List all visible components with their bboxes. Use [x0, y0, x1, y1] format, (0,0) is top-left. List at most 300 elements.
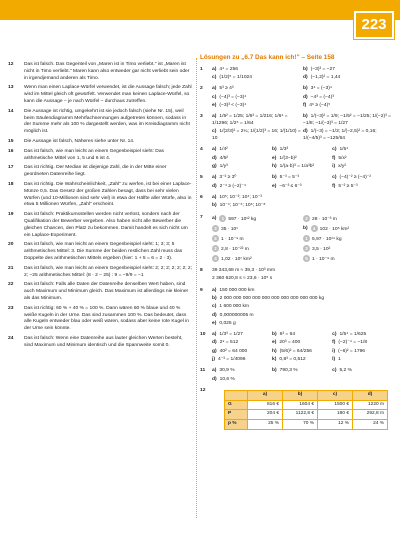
- answer-label: a): [212, 175, 217, 181]
- table-header-cell: a): [248, 390, 283, 400]
- answer-part: [303, 95, 394, 102]
- answer-label: b): [212, 295, 217, 301]
- answer-part: [332, 340, 392, 347]
- answer-text: 2,8 · 10⁻²² m: [221, 246, 249, 252]
- answer-part: [272, 147, 332, 154]
- answer-text: 1/5⁴: [339, 147, 349, 153]
- answer-label: b): [303, 226, 308, 232]
- table-row: [225, 420, 388, 430]
- answer-marker: 1: [303, 235, 310, 242]
- answer-part: [212, 235, 303, 244]
- top-color-bar: [0, 0, 400, 20]
- answer-part: [212, 129, 303, 143]
- answer-part: [212, 304, 394, 311]
- answer-label: a): [212, 147, 217, 153]
- solution-text: Das ist richtig. Der Median ist diejenige Zahl, die in der Mitte einer geordneten Datenreihe liegt.: [24, 165, 167, 178]
- exercise-list: [200, 67, 394, 430]
- answer-marker: 1: [219, 215, 226, 222]
- answer-text: (−6)² = 1796: [338, 348, 366, 354]
- answer-text: 30,9 %: [219, 368, 235, 374]
- solution-text: Das ist falsch, wie man leicht an einem Gegenbeispiel sieht: 2; 2; 2; 2; 2; 2; 2; 2; −25 arithmetisches Mittel: (8 · 2 − 25) : 9 = −9/9 = −1: [24, 265, 193, 278]
- answer-label: a): [212, 332, 217, 338]
- exercise-number: 10: [200, 332, 206, 338]
- answer-part: [332, 357, 392, 364]
- answer-label: c): [332, 175, 337, 181]
- answer-text: 0,8³ = 0,512: [279, 356, 306, 362]
- exercise-answers: [212, 215, 394, 265]
- table-header-cell: c): [318, 390, 353, 400]
- answer-part: [332, 147, 392, 154]
- answer-label: e): [212, 102, 217, 108]
- solution-item: [8, 282, 192, 302]
- exercise-item: [200, 288, 394, 329]
- exercise-item: [200, 147, 394, 172]
- solution-number: 16: [8, 148, 14, 154]
- table-header-cell: [225, 390, 248, 400]
- solution-number: 17: [8, 165, 14, 171]
- answer-part: [332, 332, 392, 339]
- table-cell: 1220 m: [353, 400, 388, 410]
- answer-text: −6⁻³ ≤ 6⁻³: [279, 183, 302, 189]
- percent-table: [224, 390, 388, 430]
- exercise-answers: [212, 67, 394, 84]
- answer-text: 1/5⁴ = 1/625: [339, 332, 367, 338]
- solution-number: 14: [8, 108, 14, 114]
- exercise-item: [200, 215, 394, 265]
- exercise-number: 5: [200, 175, 203, 181]
- answer-marker: 5: [212, 235, 219, 242]
- answer-part: [212, 203, 394, 210]
- exercise-answers: [212, 368, 394, 385]
- solution-text: Die Aussage ist richtig, umgekehrt ist sie jedoch falsch (siehe Nr. 15), weil beim Säulendiagramm Mehrfachnennungen aufgetreten können, sodass in der Summe mehr als 100 % dargestellt werden, was im Kreisdiagramm nicht möglich ist.: [24, 108, 190, 135]
- answer-part: [212, 349, 272, 356]
- answer-part: [212, 245, 303, 254]
- answer-label: c): [332, 332, 337, 338]
- exercise-answers: [212, 86, 394, 111]
- solution-text: Das ist falsch: Wenn eine Datenreihe aus lauter gleichen Werten besteht, sind Maximum und Minimum identisch und die Spannweite somit 0.: [24, 335, 183, 348]
- answer-part: [272, 357, 332, 364]
- answer-text: 1/y³: [219, 164, 228, 170]
- answer-part: [212, 321, 394, 328]
- answer-label: c): [212, 94, 217, 100]
- answer-part: [272, 175, 332, 182]
- answer-text: 5,2 %: [339, 368, 352, 374]
- column-divider: [196, 58, 197, 518]
- answer-part: [212, 184, 272, 191]
- solution-number: 18: [8, 181, 14, 187]
- exercise-item: [200, 67, 394, 84]
- exercise-answers: [212, 147, 394, 172]
- answer-label: b): [272, 332, 277, 338]
- left-column-solutions: [8, 62, 192, 352]
- answer-label: f): [332, 340, 336, 346]
- answer-text: 5³ ≥ 4³: [219, 86, 234, 92]
- answer-label: a): [212, 368, 217, 374]
- exercise-answers: [212, 332, 394, 365]
- answer-text: 10⁵; 10⁻²; 10⁴; 10⁻³: [219, 194, 262, 200]
- table-row-label: p %: [225, 420, 248, 430]
- answer-label: d): [303, 129, 308, 135]
- table-cell: 816 €: [248, 400, 283, 410]
- solution-item: [8, 336, 192, 350]
- table-cell: 1604 €: [283, 400, 318, 410]
- answer-text: 102 · 10⁵ km²: [319, 226, 350, 232]
- answer-text: 3,5 · 10²: [312, 246, 331, 252]
- answer-label: g): [212, 164, 217, 170]
- exercise-item: [200, 114, 394, 144]
- answer-text: 4⁻³ = 1/4096: [218, 356, 246, 362]
- table-row: [225, 400, 388, 410]
- answer-text: 4/5²: [219, 155, 229, 161]
- solution-text: Die Aussage ist falsch, Näheres siehe unter Nr. 14.: [24, 138, 135, 144]
- answer-text: 1/5² = 1/25; 1/6³ = 1/216; 1/6⁴ = 1/1296; 1/2⁶ = 1/64: [212, 114, 288, 127]
- answer-text: 40² = 64 000: [219, 348, 248, 354]
- solution-text: Das ist falsch: Falls alle Daten der Datenreihe denselben Wert haben, sind auch Maximum und Minimum gleich. Das Maximum ist allerdings nie kleiner als das Minimum.: [24, 282, 189, 301]
- exercise-answers: [212, 114, 394, 144]
- answer-text: 4⁶ ≥ (−4)⁵: [309, 102, 331, 108]
- answer-label: b): [303, 66, 308, 72]
- answer-text: 1,02 · 10⁷ km²: [221, 256, 252, 262]
- answer-text: (−3)³ < (−3)⁴: [219, 102, 247, 108]
- table-cell: 24 %: [353, 420, 388, 430]
- solution-text: Das ist richtig: 60 % + 40 % = 100 %. Dann wären 60 % blaue und 40 % weiße Kugeln in der Urne. Das sind zusammen 100 %. Das bedeutet, dass alle Kugeln entweder blau oder weiß wären, sodass aber keine rote Kugel in der Urne sein könnte.: [24, 305, 190, 332]
- answer-label: f): [332, 155, 336, 161]
- answer-part: [303, 255, 394, 264]
- table-row-label: G: [225, 400, 248, 410]
- answer-part: [212, 164, 272, 171]
- table-cell: 12 %: [318, 420, 353, 430]
- answer-part: [303, 129, 394, 143]
- exercise-number: 9: [200, 287, 203, 293]
- answer-part: [303, 215, 394, 224]
- answer-part: [272, 164, 332, 171]
- answer-label: d): [212, 183, 217, 189]
- answer-text: (−4)³ = (−3)⁴: [219, 94, 247, 100]
- answer-marker: 3: [303, 245, 310, 252]
- answer-part: [332, 349, 392, 356]
- exercise-answers: [212, 268, 394, 285]
- answer-text: 1/3³ = 1/27: [219, 332, 243, 338]
- answer-label: f): [332, 183, 336, 189]
- answer-text: 790,3 %: [279, 368, 298, 374]
- answer-part: [212, 67, 303, 74]
- answer-part: [212, 114, 303, 128]
- exercise-item: [200, 175, 394, 192]
- answer-text: 0,025 g: [219, 320, 236, 326]
- answer-text: 6³ = 64: [279, 332, 296, 338]
- answer-text: 10⁻⁴; 10⁻⁶; 10⁶; 10⁻⁸: [219, 203, 266, 209]
- answer-part: [212, 103, 303, 110]
- solution-item: [8, 212, 192, 239]
- answer-text: 5,97 · 10¹⁴ kg: [312, 236, 342, 242]
- answer-label: b): [272, 147, 277, 153]
- answer-label: b): [303, 86, 308, 92]
- answer-part: [212, 313, 394, 320]
- answer-part: [212, 156, 272, 163]
- answer-label: d): [212, 340, 217, 346]
- answer-text: (−3)³ = −27: [310, 66, 335, 72]
- answer-part: [303, 235, 394, 244]
- answer-part: [303, 245, 394, 254]
- answer-text: 2⁻⁴ ≥ (−2)⁻⁴: [219, 183, 246, 189]
- section-title: Lösungen zu „6.7 Das kann ich!" – Seite 158: [200, 54, 335, 61]
- table-row: [225, 410, 388, 420]
- answer-text: 1/3³: [279, 147, 289, 153]
- answer-text: 1 600 000 km: [219, 304, 249, 310]
- exercise-answers: [212, 195, 394, 212]
- answer-part: [212, 357, 272, 364]
- answer-label: b): [272, 368, 277, 374]
- solution-number: 23: [8, 305, 14, 311]
- exercise-number: 2: [200, 86, 203, 92]
- exercise-answers: [212, 288, 394, 329]
- answer-text: 1/(3−b)²: [279, 155, 297, 161]
- answer-label: c): [212, 129, 217, 135]
- answer-label: a): [212, 114, 217, 120]
- solution-text: Das ist falsch, wie man leicht an einem Gegenbeispiel sieht: Das arithmetische Mittel von 1, 5 und 6 ist 4.: [24, 148, 164, 161]
- solution-number: 15: [8, 138, 14, 144]
- answer-part: [212, 268, 394, 275]
- answer-text: 39 343,68 m ≈ 39,3 · 10³ mm: [212, 268, 276, 274]
- solution-text: Das ist richtig. Die Wahrscheinlichkeit, „Zahl" zu werfen, ist bei einer Laplace-Münze 0,5. Das Gesetz der großen Zahlen besagt, dass bei sehr vielen Würfen (und 10-Millionen sind sehr viel) in etwa der Hälfte aller Würfe, also in etwa 5 Millionen Würfen, „Zahl" erscheint.: [24, 181, 192, 208]
- answer-label: e): [272, 183, 277, 189]
- answer-part: [212, 340, 272, 347]
- answer-label: a): [212, 216, 217, 222]
- exercise-number: 3: [200, 114, 203, 120]
- answer-part: [212, 175, 272, 182]
- answer-text: 5/x²: [338, 155, 347, 161]
- answer-marker: 2: [212, 245, 219, 252]
- answer-part: [303, 103, 394, 110]
- answer-text: (−2)⁻⁴ = −1/8: [338, 340, 368, 346]
- answer-part: [272, 156, 332, 163]
- table-row-label: P: [225, 410, 248, 420]
- exercise-answers: [212, 388, 394, 430]
- answer-label: d): [303, 94, 308, 100]
- answer-text: −4³ = (−4)³: [310, 94, 334, 100]
- solution-item: [8, 266, 192, 280]
- answer-text: 1 · 10⁻⁹ m: [312, 256, 335, 262]
- right-column-solutions: [200, 55, 394, 433]
- exercise-item: [200, 368, 394, 385]
- answer-part: [212, 225, 303, 234]
- answer-text: 20³ = 400: [279, 340, 301, 346]
- answer-label: c): [332, 147, 337, 153]
- exercise-number: 11: [200, 368, 206, 374]
- exercise-number: 12: [200, 387, 206, 393]
- exercise-number: 1: [200, 66, 203, 72]
- answer-text: 1/(−3)² = 1/9; −1/5² = −1/25; 1/(−2)³ = −1/8; −1/(−3)³ = 1/27: [303, 114, 391, 127]
- answer-text: (−1,2)² = 1,44: [310, 75, 341, 81]
- table-cell: 204 €: [248, 410, 283, 420]
- answer-part: [272, 349, 332, 356]
- answer-text: 1: [338, 356, 341, 362]
- answer-text: (5/6)² = 64/256: [279, 348, 312, 354]
- answer-part: [212, 377, 272, 384]
- answer-text: 1/(2/3)² = 2¼; 1/(1/2)³ = 16; 1/(1/10) = 10: [212, 129, 301, 142]
- answer-label: c): [212, 304, 217, 310]
- answer-text: 2 360 620,8 s ≈ 23,6 · 10⁵ s: [212, 276, 273, 282]
- answer-marker: 3: [212, 225, 219, 232]
- answer-label: j): [212, 356, 215, 362]
- solution-item: [8, 109, 192, 136]
- answer-text: 150 000 000 km: [219, 287, 255, 293]
- exercise-number: 4: [200, 147, 203, 153]
- solution-number: 12: [8, 62, 14, 67]
- solution-text: Das ist falsch. Das Gegenteil von „Maren ist in Timo verliebt." ist „Maren ist nicht in Timo verliebt." Maren kann also entweder gar nicht verliebt sein oder in irgendjemand anderen als Timo.: [24, 62, 190, 81]
- solution-item: [8, 165, 192, 179]
- answer-text: (1/2)⁵ = 1/1024: [219, 75, 252, 81]
- solution-text: Das ist falsch: Praktikumsstellen werden nicht verlost, sondern nach der Qualifikation der Bewerber vergeben. Also haben nicht alle Bewerber die gleichen Chancen, den Platz zu bekommen. Damit handelt es sich nicht um ein Laplace-Experiment.: [24, 212, 188, 238]
- answer-part: [272, 340, 332, 347]
- answer-text: 3⁴ = (−3)⁴: [310, 86, 332, 92]
- exercise-item: [200, 86, 394, 111]
- answer-part: [212, 288, 394, 295]
- answer-text: 0,000000005 m: [219, 312, 254, 318]
- answer-part: [212, 255, 303, 264]
- answer-label: l): [332, 356, 336, 362]
- answer-label: c): [212, 75, 217, 81]
- table-header-row: [225, 390, 388, 400]
- solution-item: [8, 62, 192, 82]
- solution-number: 19: [8, 212, 14, 218]
- answer-label: e): [272, 155, 277, 161]
- solution-text: Wenn man einen Laplace-Würfel verwendet, ist die Aussage falsch; jede Zahl wird im Mittel gleich oft gewürfelt. Verwendet man keinen Laplace-Würfel, so kann die Aussage – je nach Würfel – durchaus zutreffen.: [24, 85, 192, 104]
- answer-marker: 5: [303, 255, 310, 262]
- answer-part: [303, 225, 394, 234]
- answer-part: [212, 332, 272, 339]
- answer-label: f): [303, 102, 307, 108]
- answer-label: d): [212, 155, 217, 161]
- table-cell: 1500 €: [318, 400, 353, 410]
- answer-text: 1 · 10⁻⁹ m: [221, 236, 244, 242]
- answer-label: h): [272, 348, 277, 354]
- answer-text: (−4)⁻² ≥ (−4)⁻²: [339, 175, 371, 181]
- answer-text: 3⁻² ≥ 3⁰: [219, 175, 237, 181]
- answer-text: 1/(a·b)³ = 1/a³b³: [279, 164, 315, 170]
- answer-text: 5⁻² ≥ 5⁻³: [338, 183, 358, 189]
- answer-text: 28 · 10⁻³ m: [312, 216, 337, 222]
- answer-part: [212, 95, 303, 102]
- answer-part: [332, 184, 392, 191]
- answer-label: b): [303, 114, 308, 120]
- answer-label: e): [212, 320, 217, 326]
- answer-marker: 2: [303, 215, 310, 222]
- solution-number: 24: [8, 335, 14, 341]
- answer-part: [272, 332, 332, 339]
- answer-part: [303, 86, 394, 93]
- answer-part: [303, 75, 394, 82]
- answer-part: [332, 156, 392, 163]
- exercise-item: [200, 195, 394, 212]
- answer-part: [212, 215, 303, 224]
- answer-label: k): [272, 356, 277, 362]
- answer-label: a): [212, 287, 217, 293]
- answer-marker: 4: [212, 255, 219, 262]
- answer-part: [332, 175, 392, 182]
- answer-part: [212, 86, 303, 93]
- answer-label: i): [332, 348, 336, 354]
- solution-item: [8, 182, 192, 209]
- answer-part: [212, 276, 394, 283]
- solution-item: [8, 139, 192, 146]
- table-cell: 70 %: [283, 420, 318, 430]
- solution-number: 22: [8, 282, 14, 288]
- solution-item: [8, 149, 192, 163]
- answer-text: 4⁴ = 256: [219, 66, 238, 72]
- answer-label: d): [303, 75, 308, 81]
- solution-number: 13: [8, 85, 14, 91]
- answer-label: d): [212, 376, 217, 382]
- exercise-number: 6: [200, 194, 203, 200]
- answer-label: a): [212, 86, 217, 92]
- answer-part: [303, 67, 394, 74]
- exercise-item: [200, 332, 394, 365]
- solution-number: 20: [8, 242, 14, 248]
- exercise-number: 8: [200, 268, 203, 274]
- answer-text: 10,6 %: [219, 376, 235, 382]
- exercise-item: [200, 388, 394, 430]
- answer-label: b): [272, 175, 277, 181]
- solution-text: Das ist falsch, wie man leicht an einem Gegenbeispiel sieht: 1; 3; 3; 5 arithmetisches Mittel: 3. Die Summe der beiden restlichen Zahl muss das Doppelte des arithmetischen Mittels ergeben (hier: 1 + 5 = 6 = 2 · 3).: [24, 242, 183, 261]
- table-header-cell: b): [283, 390, 318, 400]
- answer-label: c): [332, 368, 337, 374]
- answer-text: 5⁻³ = 5⁻³: [279, 175, 300, 181]
- answer-part: [212, 195, 303, 202]
- answer-part: [212, 368, 272, 375]
- answer-text: 2 000 000 000 000 000 000 000 000 000 000 kg: [219, 295, 325, 301]
- exercise-number: 7: [200, 214, 203, 220]
- table-cell: 1122,8 €: [283, 410, 318, 420]
- answer-label: a): [212, 194, 217, 200]
- answer-label: i): [332, 164, 336, 170]
- table-header-cell: d): [353, 390, 388, 400]
- exercise-answers: [212, 175, 394, 192]
- answer-text: 1/(−3) = −1/3; 1/(−2,5)² = 0,16; 1/(−4/5)³ = −125/64: [303, 129, 377, 142]
- answer-text: 35 · 10¹: [221, 226, 238, 232]
- answer-label: g): [212, 348, 217, 354]
- exercise-item: [200, 268, 394, 285]
- answer-part: [303, 114, 394, 128]
- answer-part: [272, 368, 332, 375]
- table-cell: 180 €: [318, 410, 353, 420]
- solution-item: [8, 85, 192, 105]
- answer-part: [272, 184, 332, 191]
- answer-part: [332, 368, 392, 375]
- page-number: 223: [354, 11, 394, 39]
- solution-item: [8, 242, 192, 262]
- answer-part: [332, 164, 392, 171]
- answer-text: x/y²: [338, 164, 346, 170]
- solution-number: 21: [8, 265, 14, 271]
- answer-marker: 4: [311, 225, 318, 232]
- answer-part: [212, 147, 272, 154]
- answer-label: h): [272, 164, 277, 170]
- table-cell: 292,8 m: [353, 410, 388, 420]
- solution-item: [8, 306, 192, 333]
- answer-label: a): [212, 66, 217, 72]
- answer-label: d): [212, 312, 217, 318]
- answer-text: 2⁹ = 512: [219, 340, 239, 346]
- answer-label: e): [272, 340, 277, 346]
- answer-label: b): [212, 203, 217, 209]
- answer-part: [212, 75, 303, 82]
- answer-text: 597 · 10¹² kg: [228, 216, 257, 222]
- answer-text: 1/4²: [219, 147, 228, 153]
- answer-part: [303, 195, 394, 202]
- table-cell: 25 %: [248, 420, 283, 430]
- answer-part: [212, 296, 394, 303]
